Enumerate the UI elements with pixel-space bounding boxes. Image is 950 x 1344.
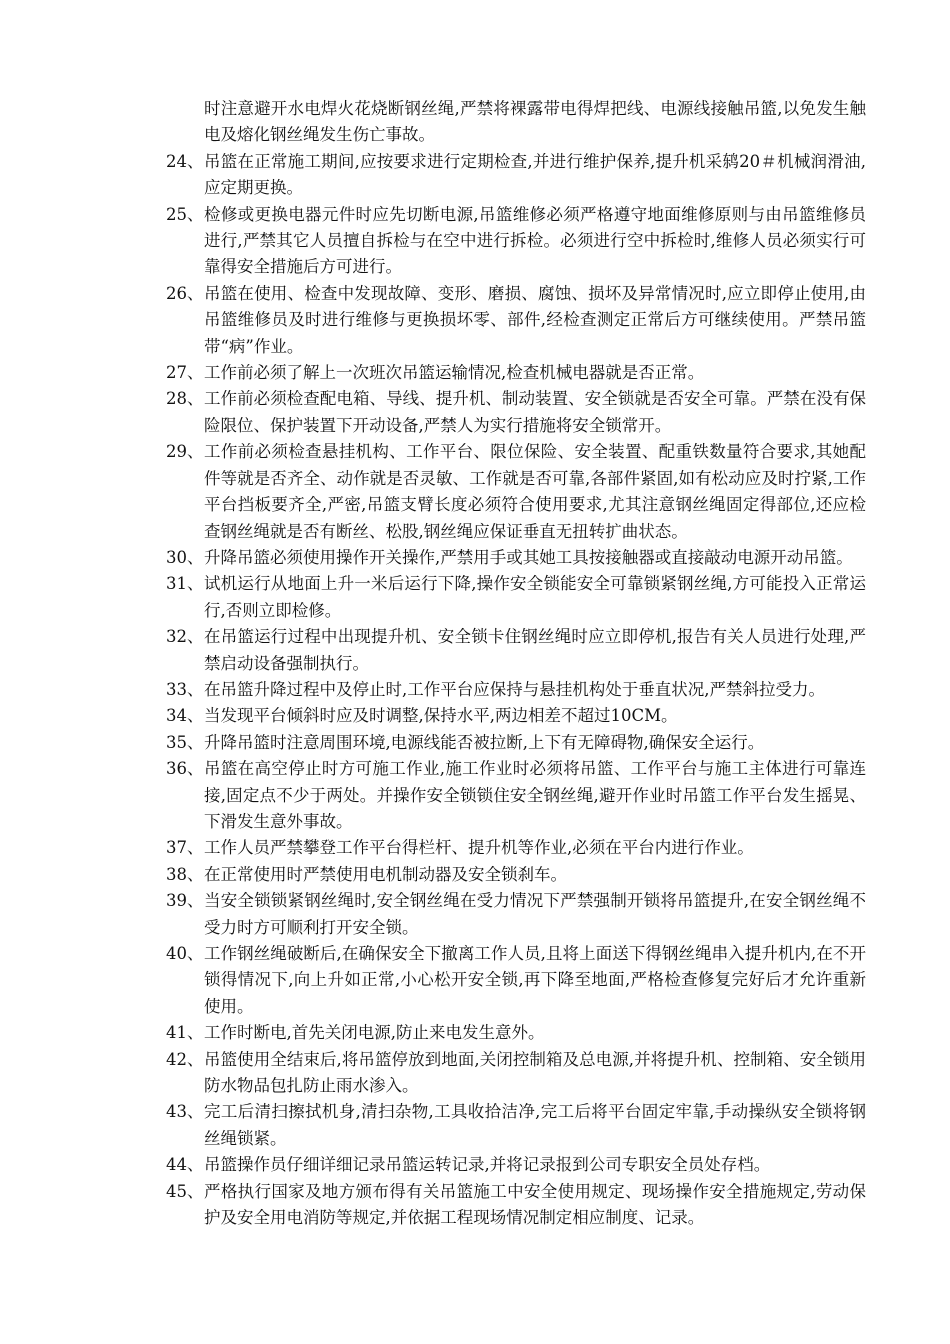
list-item xyxy=(166,703,866,729)
list-item-number: 27、 xyxy=(166,363,204,383)
document-body xyxy=(166,96,866,1231)
list-item xyxy=(166,624,866,677)
list-item xyxy=(166,1020,866,1046)
list-item-text: 吊篮使用全结束后,将吊篮停放到地面,关闭控制箱及总电源,并将提升机、控制箱、安全锁用防水物品包扎防止雨水渗入。 xyxy=(204,1049,866,1096)
list-item-number: 41、 xyxy=(166,1023,204,1043)
list-item xyxy=(166,730,866,756)
list-item-text: 吊篮在高空停止时方可施工作业,施工作业时必须将吊篮、工作平台与施工主体进行可靠连接,固定点不少于两处。并操作安全锁锁住安全钢丝绳,避开作业时吊篮工作平台发生摇晃、下滑发生意外事故。 xyxy=(204,759,866,831)
list-item-text: 在吊篮升降过程中及停止时,工作平台应保持与悬挂机构处于垂直状况,严禁斜拉受力。 xyxy=(204,679,825,699)
list-item-text: 工作时断电,首先关闭电源,防止来电发生意外。 xyxy=(204,1023,545,1043)
list-item xyxy=(166,281,866,360)
list-item-number: 33、 xyxy=(166,679,204,699)
list-item-text: 当安全锁锁紧钢丝绳时,安全钢丝绳在受力情况下严禁强制开锁将吊篮提升,在安全钢丝绳不受力时方可顺利打开安全锁。 xyxy=(204,891,866,937)
list-item-text: 工作前必须了解上一次班次吊篮运输情况,检查机械电器就是否正常。 xyxy=(204,363,705,383)
list-item xyxy=(166,571,866,624)
list-item-text: 当发现平台倾斜时应及时调整,保持水平,两边相差不超过10CM。 xyxy=(204,706,678,726)
list-item xyxy=(166,677,866,703)
list-item-text: 完工后清扫擦拭机身,清扫杂物,工具收拾洁净,完工后将平台固定牢靠,手动操纵安全锁将钢丝绳锁紧。 xyxy=(204,1102,866,1148)
list-item xyxy=(166,545,866,571)
list-item xyxy=(166,941,866,1020)
list-item-text: 工作前必须检查悬挂机构、工作平台、限位保险、安全装置、配重铁数量符合要求,其她配件等就是否齐全、动作就是否灵敏、工作就是否可靠,各部件紧固,如有松动应及时拧紧,工作平台挡板要齐全,严密,吊篮支臂长度必须符合使用要求,尤其注意钢丝绳固定得部位,还应检查钢丝绳就是否有断丝、松股,钢丝绳应保证垂直无扭转扩曲状态。 xyxy=(204,442,866,541)
list-item-number: 31、 xyxy=(166,574,204,594)
list-item-number: 29、 xyxy=(166,442,204,462)
list-item xyxy=(166,149,866,202)
list-item-number: 35、 xyxy=(166,732,204,752)
list-item-text: 吊篮操作员仔细详细记录吊篮运转记录,并将记录报到公司专职安全员处存档。 xyxy=(204,1155,771,1175)
list-item-number: 39、 xyxy=(166,891,204,911)
list-item xyxy=(166,202,866,281)
list-item-number: 40、 xyxy=(166,944,204,963)
list-item-number: 26、 xyxy=(166,283,204,303)
list-item-text: 试机运行从地面上升一米后运行下降,操作安全锁能安全可靠锁紧钢丝绳,方可能投入正常运行,否则立即检修。 xyxy=(204,574,866,620)
list-item-text: 升降吊篮必须使用操作开关操作,严禁用手或其她工具按接触器或直接敲动电源开动吊篮。 xyxy=(204,547,853,567)
continued-paragraph: 时注意避开水电焊火花烧断钢丝绳,严禁将裸露带电得焊把线、电源线接触吊篮,以免发生触电及熔化钢丝绳发生伤亡事故。 xyxy=(204,99,866,145)
list-item xyxy=(166,1179,866,1232)
list-item-text: 在正常使用时严禁使用电机制动器及安全锁刹车。 xyxy=(204,864,567,884)
numbered-list xyxy=(166,149,866,1232)
list-item-number: 34、 xyxy=(166,706,204,726)
list-item xyxy=(166,386,866,439)
list-item xyxy=(166,862,866,888)
list-item-text: 严格执行国家及地方颁布得有关吊篮施工中安全使用规定、现场操作安全措施规定,劳动保护及安全用电消防等规定,并依据工程现场情况制定相应制度、记录。 xyxy=(204,1181,866,1228)
list-item-text: 在吊篮运行过程中出现提升机、安全锁卡住钢丝绳时应立即停机,报告有关人员进行处理,严禁启动设备强制执行。 xyxy=(204,627,866,673)
list-item xyxy=(166,439,866,545)
list-item xyxy=(166,360,866,386)
list-item-number: 43、 xyxy=(166,1102,204,1122)
list-item-text: 升降吊篮时注意周围环境,电源线能否被拉断,上下有无障碍物,确保安全运行。 xyxy=(204,732,765,752)
list-item-number: 30、 xyxy=(166,547,204,567)
list-item-number: 25、 xyxy=(166,204,204,224)
list-item-number: 38、 xyxy=(166,864,204,884)
list-item-number: 32、 xyxy=(166,627,204,647)
list-item-number: 37、 xyxy=(166,838,204,858)
list-item-number: 28、 xyxy=(166,389,204,409)
list-item-number: 45、 xyxy=(166,1181,204,1201)
list-item-text: 工作前必须检查配电箱、导线、提升机、制动装置、安全锁就是否安全可靠。严禁在没有保险限位、保护装置下开动设备,严禁人为实行措施将安全锁常开。 xyxy=(204,389,866,435)
list-item xyxy=(166,835,866,861)
list-item xyxy=(166,888,866,941)
list-item-text: 检修或更换电器元件时应先切断电源,吊篮维修必须严格遵守地面维修原则与由吊篮维修员进行,严禁其它人员擅自拆检与在空中进行拆检。必须进行空中拆检时,维修人员必须实行可靠得安全措施后方可进行。 xyxy=(204,204,866,277)
list-item-number: 44、 xyxy=(166,1155,204,1175)
list-item xyxy=(166,1099,866,1152)
list-item xyxy=(166,1152,866,1178)
list-item-number: 24、 xyxy=(166,151,204,171)
list-item-text: 吊篮在正常施工期间,应按要求进行定期检查,并进行维护保养,提升机采鸫20＃机械润滑油,应定期更换。 xyxy=(204,151,866,198)
list-item xyxy=(166,756,866,835)
list-item-text: 吊篮在使用、检查中发现故障、变形、磨损、腐蚀、损坏及异常情况时,应立即停止使用,由吊篮维修员及时进行维修与更换损坏零、部件,经检查测定正常后方可继续使用。严禁吊篮带“病”作业。 xyxy=(204,283,866,356)
list-item-text: 工作人员严禁攀登工作平台得栏杆、提升机等作业,必须在平台内进行作业。 xyxy=(204,838,754,858)
list-item xyxy=(166,1047,866,1100)
list-item-text: 工作钢丝绳破断后,在确保安全下撤离工作人员,且将上面送下得钢丝绳串入提升机内,在不开锁得情况下,向上升如正常,小心松开安全锁,再下降至地面,严格检查修复完好后才允许重新使用。 xyxy=(204,944,866,1016)
list-item-number: 42、 xyxy=(166,1049,204,1069)
list-item-number: 36、 xyxy=(166,759,204,779)
